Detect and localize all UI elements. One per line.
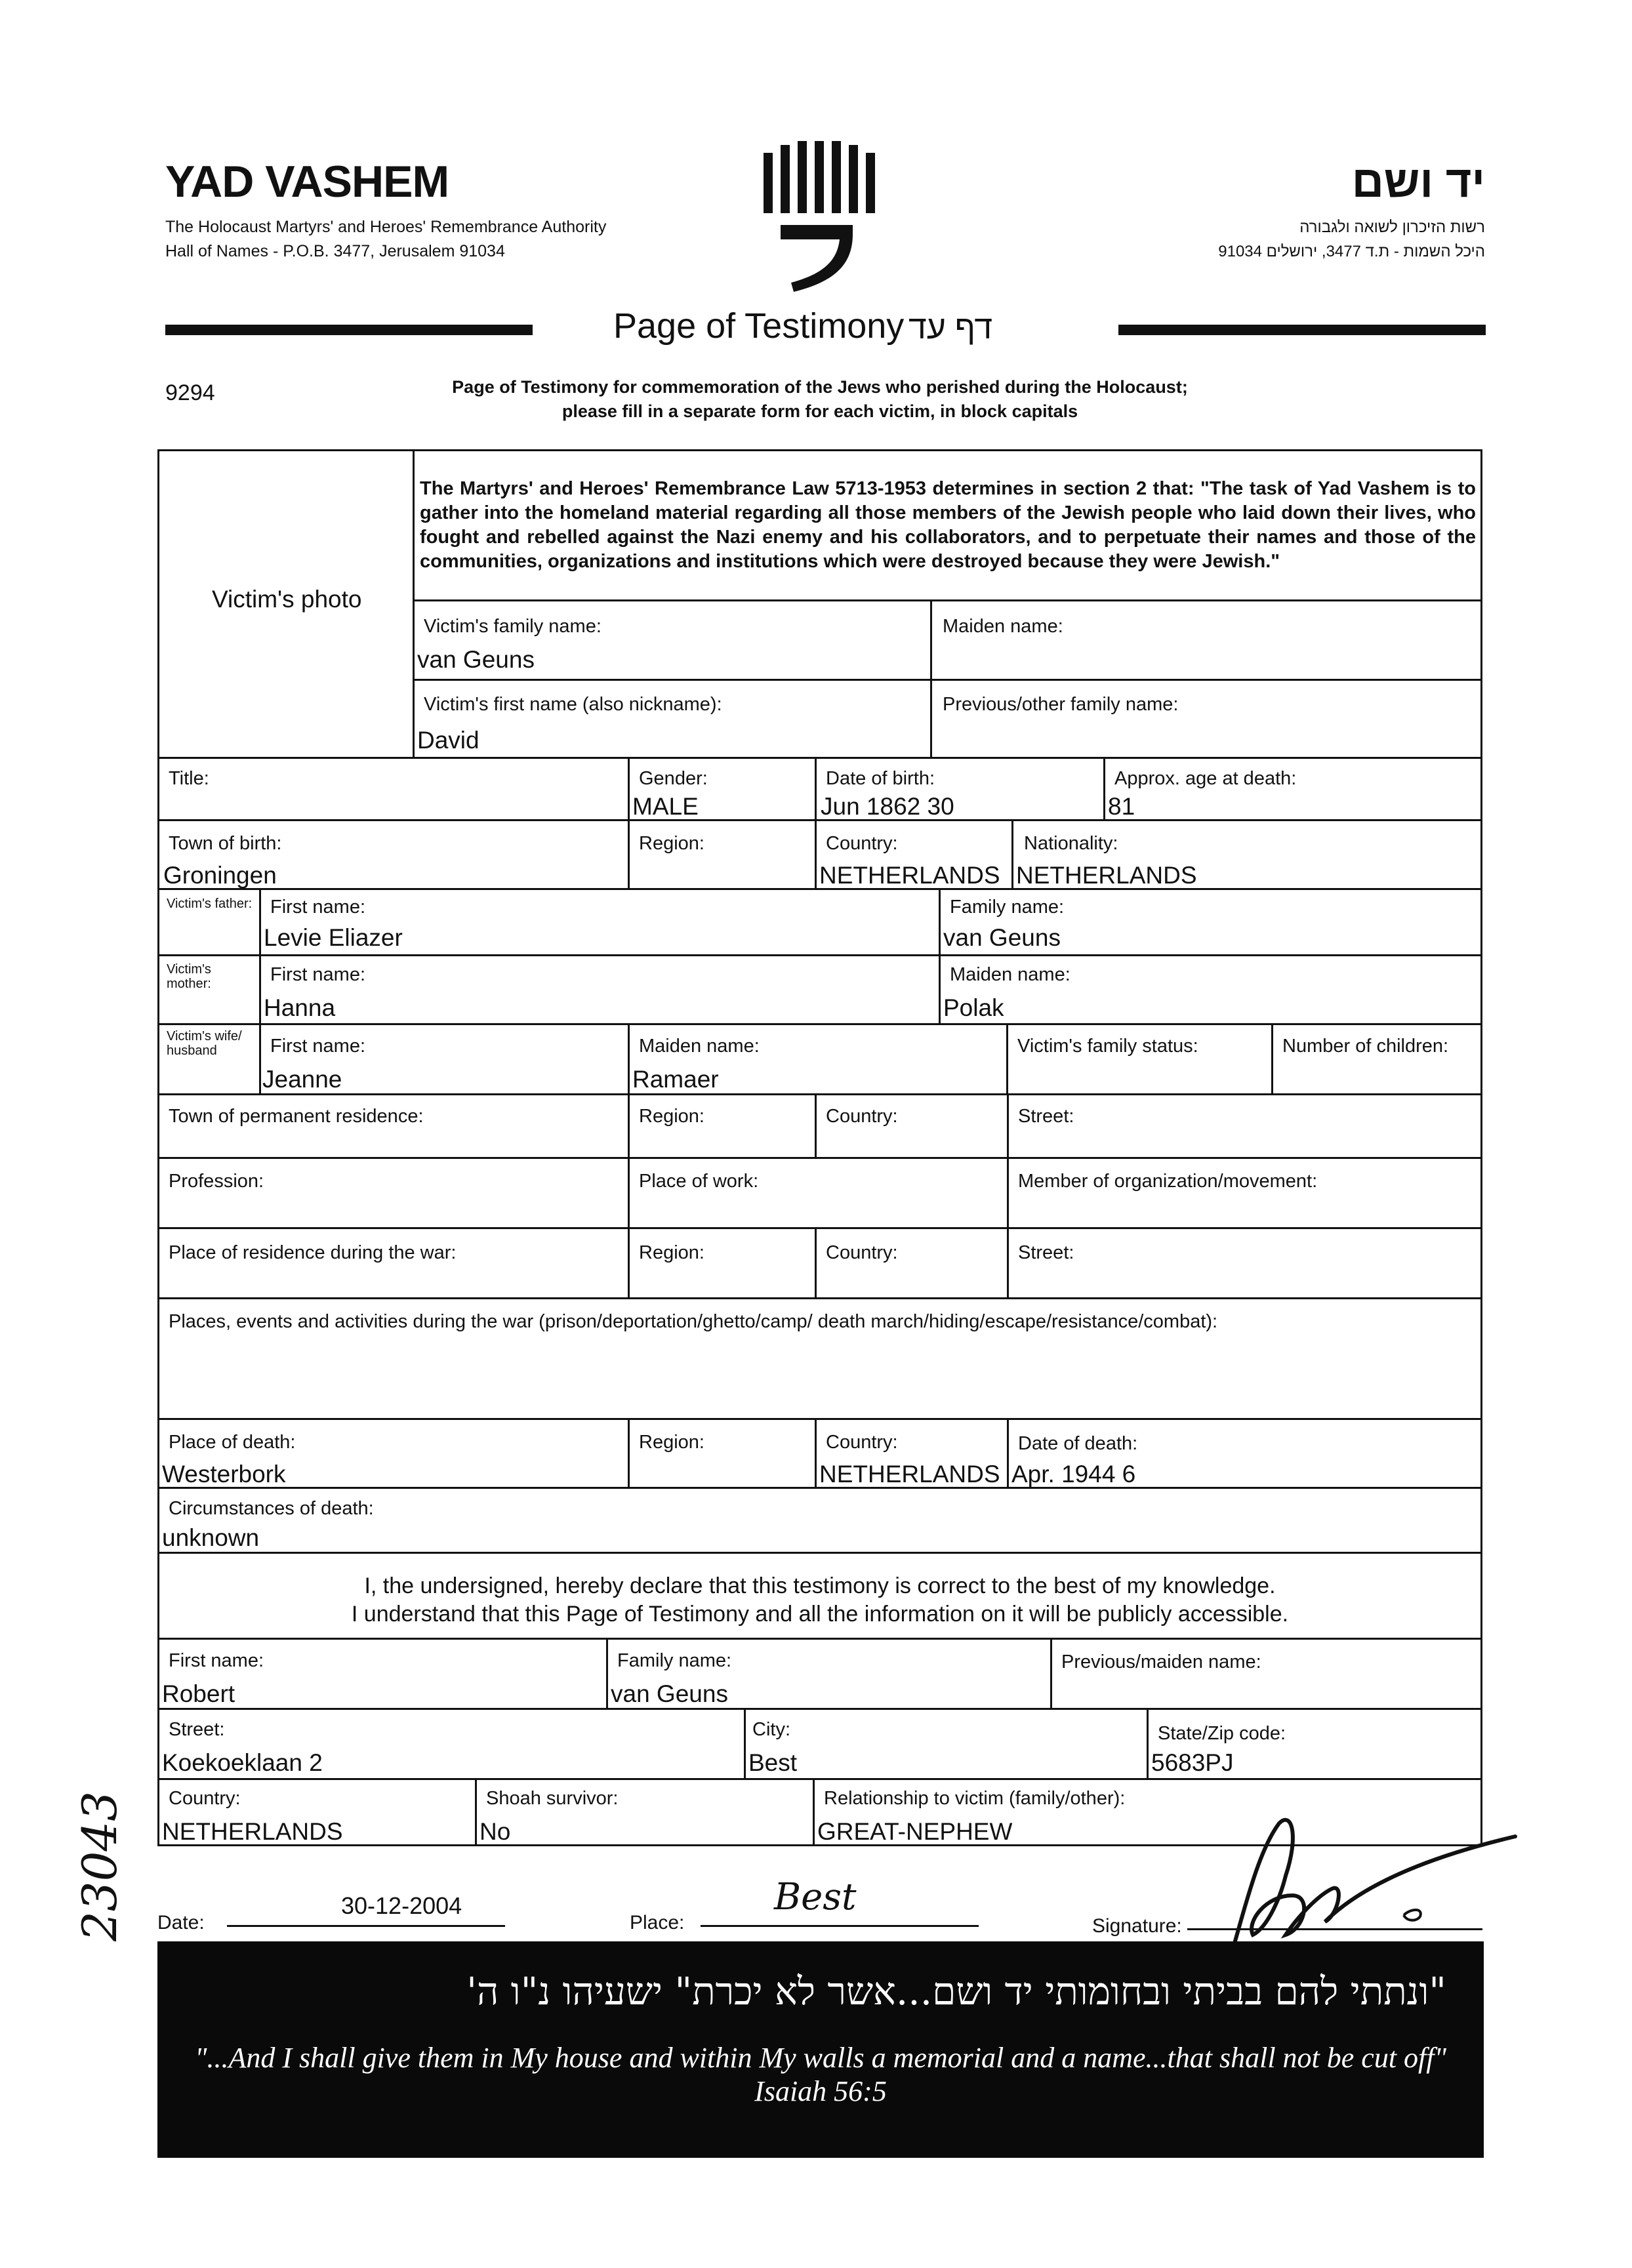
spouse-first-field[interactable] <box>259 1023 630 1095</box>
mother-first-label: First name: <box>270 964 366 985</box>
mother-first-field[interactable] <box>259 954 941 1025</box>
profession-label: Profession: <box>169 1171 264 1192</box>
town-birth-label: Town of birth: <box>169 833 282 854</box>
gender-value: MALE <box>632 793 699 820</box>
member-org-field[interactable] <box>1007 1157 1482 1229</box>
death-date-field[interactable] <box>1007 1418 1482 1489</box>
country-birth-label: Country: <box>826 833 898 854</box>
header-rule-right <box>1118 325 1486 335</box>
first-name-label: Victim's first name (also nickname): <box>424 694 722 715</box>
region-birth-field[interactable] <box>628 819 817 890</box>
submitter-first-value: Robert <box>162 1680 235 1707</box>
yad-vashem-logo <box>754 141 879 295</box>
residence-region-label: Region: <box>639 1106 704 1127</box>
mother-maiden-label: Maiden name: <box>950 964 1071 985</box>
org-name-english: YAD VASHEM <box>165 157 449 207</box>
residence-street-label: Street: <box>1018 1106 1074 1127</box>
death-date-label: Date of death: <box>1018 1433 1138 1454</box>
org-subtitle-english <box>165 215 606 264</box>
submitter-country-label: Country: <box>169 1788 241 1809</box>
place-label: Place: <box>630 1912 685 1934</box>
war-country-label: Country: <box>826 1242 898 1263</box>
previous-name-field[interactable] <box>930 679 1482 759</box>
member-org-label: Member of organization/movement: <box>1018 1171 1318 1192</box>
death-country-value: NETHERLANDS <box>819 1461 1000 1488</box>
region-birth-label: Region: <box>639 833 704 854</box>
children-field[interactable] <box>1271 1023 1482 1095</box>
banner-english-quote: "...And I shall give them in My house and within My walls a memorial and a name...that shall not be cut off" Isaiah 56:5 <box>195 2042 1446 2107</box>
intro-text <box>407 375 1233 424</box>
date-label: Date: <box>157 1912 205 1934</box>
profession-field[interactable] <box>157 1157 630 1229</box>
submitter-first-label: First name: <box>169 1650 264 1671</box>
org-he-address: היכל השמות - ת.ד 3477, ירושלים 91034 <box>1218 243 1485 260</box>
father-side-label: Victim's father: <box>167 897 253 911</box>
spouse-maiden-label: Maiden name: <box>639 1036 760 1057</box>
war-street-field[interactable] <box>1007 1227 1482 1299</box>
death-region-field[interactable] <box>628 1418 817 1489</box>
submitter-city-label: City: <box>752 1719 790 1740</box>
intro-line-1: Page of Testimony for commemoration of the Jews who perished during the Holocaust; <box>452 377 1188 397</box>
age-value: 81 <box>1108 793 1135 820</box>
war-residence-label: Place of residence during the war: <box>169 1242 457 1263</box>
submitter-country-field[interactable] <box>157 1778 477 1846</box>
war-country-field[interactable] <box>815 1227 1009 1299</box>
war-street-label: Street: <box>1018 1242 1074 1263</box>
place-value[interactable]: Best <box>774 1876 857 1918</box>
page-title: Page of Testimony <box>613 306 905 346</box>
dob-label: Date of birth: <box>826 768 935 789</box>
residence-street-field[interactable] <box>1007 1093 1482 1159</box>
father-family-value: van Geuns <box>943 924 1061 951</box>
submitter-street-label: Street: <box>169 1719 225 1740</box>
first-name-value: David <box>417 727 479 754</box>
children-label: Number of children: <box>1282 1036 1449 1057</box>
family-status-label: Victim's family status: <box>1017 1036 1198 1057</box>
death-place-label: Place of death: <box>169 1432 296 1453</box>
war-region-label: Region: <box>639 1242 704 1263</box>
submitter-prev-label: Previous/maiden name: <box>1061 1651 1261 1672</box>
submitter-zip-value: 5683PJ <box>1151 1749 1234 1776</box>
relationship-value: GREAT-NEPHEW <box>817 1818 1013 1845</box>
country-birth-field[interactable] <box>815 819 1013 890</box>
spouse-maiden-value: Ramaer <box>632 1066 719 1093</box>
father-first-field[interactable] <box>259 888 941 956</box>
country-birth-value: NETHERLANDS <box>819 862 1000 889</box>
family-status-field[interactable] <box>1006 1023 1273 1095</box>
org-address: Hall of Names - P.O.B. 3477, Jerusalem 91034 <box>165 242 505 260</box>
banner-hebrew-quote: "ונתתי להם בביתי ובחומותי יד ושם...אשר לא יכרת" ישעיהו נ"ו ה' <box>466 1969 1446 2014</box>
gender-label: Gender: <box>639 768 708 789</box>
law-text: The Martyrs' and Heroes' Remembrance Law 5713-1953 determines in section 2 that: "The task of Yad Vashem is to gather into the homeland material regarding all those members of the Jewish people who laid down their lives, who fought and rebelled against the Nazi enemy and his collaborators, and to perpetuate their names and those of the communities, organizations and institutions which were destroyed because they were Jewish." <box>420 478 1476 572</box>
submitter-first-field[interactable] <box>157 1638 608 1710</box>
place-line <box>701 1925 979 1927</box>
circumstances-value: unknown <box>162 1524 260 1551</box>
title-label: Title: <box>169 768 209 789</box>
relationship-label: Relationship to victim (family/other): <box>824 1788 1126 1809</box>
org-subtitle-hebrew <box>1218 215 1485 264</box>
residence-country-field[interactable] <box>815 1093 1009 1159</box>
town-birth-value: Groningen <box>163 862 277 889</box>
org-subtitle-line-1: The Holocaust Martyrs' and Heroes' Remembrance Authority <box>165 218 607 236</box>
place-work-label: Place of work: <box>639 1171 759 1192</box>
mother-maiden-value: Polak <box>943 994 1004 1021</box>
submitter-country-value: NETHERLANDS <box>162 1818 343 1845</box>
death-country-field[interactable] <box>815 1418 1009 1489</box>
date-value[interactable]: 30-12-2004 <box>341 1892 462 1919</box>
dob-value: Jun 1862 30 <box>821 793 954 820</box>
previous-name-label: Previous/other family name: <box>943 694 1179 715</box>
war-residence-field[interactable] <box>157 1227 630 1299</box>
residence-country-label: Country: <box>826 1106 898 1127</box>
victim-photo-box <box>157 449 415 759</box>
title-field[interactable] <box>157 757 630 821</box>
residence-region-field[interactable] <box>628 1093 817 1159</box>
intro-line-2: please fill in a separate form for each victim, in block capitals <box>561 401 1078 421</box>
shoah-survivor-value: No <box>479 1818 511 1845</box>
residence-town-label: Town of permanent residence: <box>169 1106 424 1127</box>
spouse-side-label: Victim's wife/ husband <box>167 1029 242 1058</box>
form-id: 9294 <box>165 380 215 405</box>
submitter-zip-field[interactable] <box>1147 1708 1482 1780</box>
submitter-family-label: Family name: <box>617 1650 732 1671</box>
submitter-zip-label: State/Zip code: <box>1158 1723 1286 1744</box>
victim-photo-label: Victim's photo <box>212 586 362 613</box>
maiden-name-label: Maiden name: <box>943 616 1063 637</box>
father-first-label: First name: <box>270 897 366 918</box>
events-label: Places, events and activities during the war (prison/deportation/ghetto/camp/ death march/hiding/escape/resistance/combat): <box>169 1311 1218 1332</box>
submitter-family-field[interactable] <box>606 1638 1052 1710</box>
family-name-value: van Geuns <box>417 646 535 673</box>
mother-side-label: Victim's mother: <box>167 962 211 991</box>
declaration-line-2: I understand that this Page of Testimony and all the information on it will be publicly accessible. <box>351 1602 1289 1627</box>
death-date-value: Apr. 1944 6 <box>1011 1461 1136 1488</box>
submitter-family-value: van Geuns <box>611 1680 728 1707</box>
residence-town-field[interactable] <box>157 1093 630 1159</box>
side-number: 23043 <box>72 1791 127 1941</box>
death-place-field[interactable] <box>157 1418 630 1489</box>
nationality-field[interactable] <box>1011 819 1482 890</box>
nationality-value: NETHERLANDS <box>1016 862 1197 889</box>
spouse-maiden-field[interactable] <box>628 1023 1008 1095</box>
spouse-first-label: First name: <box>270 1036 366 1057</box>
submitter-street-value: Koekoeklaan 2 <box>162 1749 323 1776</box>
father-first-value: Levie Eliazer <box>264 924 403 951</box>
father-family-field[interactable] <box>939 888 1482 956</box>
submitter-city-value: Best <box>748 1749 798 1776</box>
org-name-hebrew: יד ושם <box>1351 157 1485 207</box>
mother-first-value: Hanna <box>264 994 336 1021</box>
declaration-line-1: I, the undersigned, hereby declare that this testimony is correct to the best of my knowledge. <box>364 1573 1276 1598</box>
father-family-label: Family name: <box>950 897 1065 918</box>
page-title-hebrew: דף עד <box>908 309 993 346</box>
war-region-field[interactable] <box>628 1227 817 1299</box>
family-name-field[interactable] <box>413 599 932 681</box>
maiden-name-field[interactable] <box>930 599 1482 681</box>
town-birth-field[interactable] <box>157 819 630 890</box>
shoah-survivor-field[interactable] <box>475 1778 815 1846</box>
dob-field[interactable] <box>815 757 1105 821</box>
shoah-survivor-label: Shoah survivor: <box>486 1788 619 1809</box>
death-country-label: Country: <box>826 1432 898 1453</box>
signature-label: Signature: <box>1092 1915 1182 1937</box>
age-field[interactable] <box>1103 757 1482 821</box>
place-work-field[interactable] <box>628 1157 1009 1229</box>
family-name-label: Victim's family name: <box>424 616 602 637</box>
submitter-city-field[interactable] <box>744 1708 1149 1780</box>
header-rule-left <box>165 325 533 335</box>
quote-banner <box>157 1941 1484 2158</box>
death-place-value: Westerbork <box>162 1461 286 1488</box>
first-name-field[interactable] <box>413 679 932 759</box>
submitter-street-field[interactable] <box>157 1708 746 1780</box>
date-line <box>227 1925 505 1927</box>
mother-maiden-field[interactable] <box>939 954 1482 1025</box>
circumstances-label: Circumstances of death: <box>169 1498 374 1519</box>
org-he-subtitle-line-1: רשות הזיכרון לשואה ולגבורה <box>1299 218 1485 236</box>
spouse-first-value: Jeanne <box>262 1066 342 1093</box>
submitter-prev-field[interactable] <box>1050 1638 1482 1710</box>
signature-scribble-icon[interactable] <box>1207 1797 1522 1954</box>
testimony-form <box>157 449 1482 1864</box>
circumstances-field[interactable] <box>157 1487 1482 1554</box>
death-region-label: Region: <box>639 1432 704 1453</box>
gender-field[interactable] <box>628 757 817 821</box>
age-label: Approx. age at death: <box>1114 768 1297 789</box>
nationality-label: Nationality: <box>1024 833 1118 854</box>
events-field[interactable] <box>157 1297 1482 1420</box>
